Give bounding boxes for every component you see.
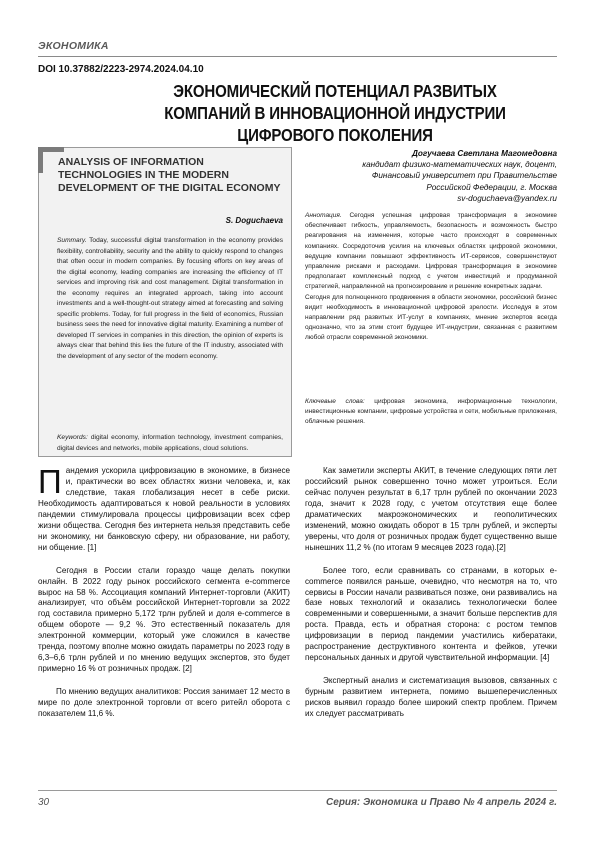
- author-name: Догучаева Светлана Магомедовна: [411, 149, 557, 158]
- english-title: ANALYSIS OF INFORMATION TECHNOLOGIES IN THE MODERN DEVELOPMENT OF THE DIGITAL ECONOMY: [58, 156, 281, 194]
- keywords-text: digital economy, information technology, investment companies, digital devices and networks, mobile applications, cloud solutions.: [57, 434, 283, 452]
- paragraph: Как заметили эксперты АКИТ, в течение следующих пяти лет российский рынок совершенно точно может утроиться. Если сейчас получен результат в 6,17 трлн рублей по окончании 2023 года, значит к 2028 году, с учетом отсутствия еще более драматических макроэкономических и геополитических изменений, можно ожидать оборот в 15 трлн рублей, и эксперты уверены, что доля от розничных продаж будет существенно выше нынешних 11,2 % (по итогам 9 месяцев 2023 года).[2]: [305, 466, 557, 552]
- paragraph: Сегодня в России стали гораздо чаще делать покупки онлайн. В 2022 году рынок российского сегмента e-commerce вырос на 58 %. Ассоциация компаний Интернет-торговли (АКИТ) анализирует, что объём российской Интернет-торговли за 2022 год составила примерно 5,172 трлн рублей и доля e-commerce в общем обороте — 9,2 %. Это естественный показатель для электронной коммерции, который уже сложился в качестве тренда, поэтому вполне можно ожидать параметры по 2023 году в 6,3–6,6 трлн рублей и по мнению ведущих экспертов, это будет примерно 16 % от розничных продаж. [2]: [38, 565, 290, 674]
- ru-keywords-label: Ключевые слова:: [305, 398, 365, 405]
- author-info: [362, 148, 557, 204]
- author-email: sv-doguchaeva@yandex.ru: [457, 193, 557, 203]
- author-affiliation: Финансовый университет при Правительстве: [371, 171, 557, 181]
- page-number: 30: [38, 797, 50, 808]
- english-abstract-box: [38, 147, 292, 457]
- footer-divider: [38, 790, 557, 791]
- ru-keywords-text: цифровая экономика, информационные технологии, инвестиционные компании, цифровые устройства и сети, мобильные приложения, облачные решения.: [305, 398, 558, 426]
- author-degree: кандидат физико-математических наук, доцент,: [362, 160, 557, 170]
- english-summary: [57, 236, 283, 362]
- annotation-label: Аннотация.: [305, 212, 342, 219]
- english-keywords: [57, 433, 283, 454]
- body-column-left: [38, 463, 290, 732]
- paragraph: [38, 463, 290, 554]
- summary-text: Today, successful digital transformation in the economy provides flexibility, controllability, security and the ability to quickly respond to changes that often occur in modern companies. By focusing efforts on key areas of the digital economy, leading companies are increasing the efficiency of IT services and improving risk and cost management. Digital transformation in the economy requires an integrated approach, taking into account investments and a well-thought-out strategy aimed at forecasting and solving specific problems. Today, for full progress in the field of economics, Russian business sees the need for innovative digital maturity. Examining a number of developed IT services in companies in this direction, the opinion of experts is always clear that behind this lies the future of the IT industry, associated with the development of any sector of the modern economy.: [57, 237, 283, 360]
- footer-series: Серия: Экономика и Право № 4 апрель 2024 г.: [326, 797, 557, 808]
- doi-label: DOI 10.37882/2223-2974.2024.04.10: [38, 64, 204, 75]
- russian-annotation: [305, 211, 557, 344]
- body-column-right: [305, 466, 557, 732]
- article-title: ЭКОНОМИЧЕСКИЙ ПОТЕНЦИАЛ РАЗВИТЫХ КОМПАНИЙ В ИННОВАЦИОННОЙ ИНДУСТРИИ ЦИФРОВОГО ПОКОЛЕНИЯ: [164, 81, 506, 145]
- author-affiliation-location: Российской Федерации, г. Москва: [426, 182, 557, 192]
- paragraph: По мнению ведущих аналитиков: Россия занимает 12 место в мире по доле электронной торговли от всего ритейл оборота с показателем 11,6 %.: [38, 687, 290, 719]
- paragraph: Экспертный анализ и систематизация вызовов, связанных с бурным развитием интернета, помимо вышеперечисленных рисков выявил гораздо более широкий спектр проблем. Причем их следует рассматривать: [305, 676, 557, 719]
- english-author: S. Doguchaeva: [225, 216, 283, 225]
- annotation-text: Сегодня успешная цифровая трансформация в экономике обеспечивает гибкость, управляемость, безопасность и возможность быстро реагирования на изменения, которые часто происходят в современных компаниях. Сосредоточив усилия на ключевых областях цифровой экономики, ведущие компании повышают эффективность ИТ-сервисов, совершенствуют управление рисками и расходами. Цифровая трансформация в экономике предполагает комплексный подход с учетом инвестиций и продуманной стратегией, направленной на прогнозирование и решение конкретных задачи.: [305, 212, 557, 291]
- header-divider: [38, 56, 557, 57]
- keywords-label: Keywords:: [57, 434, 88, 441]
- paragraph-text: андемия ускорила цифровизацию в экономике, в бизнесе и, практически во всех областях жизни человека, и, как следствие, такая глобализация несет в себе риски. Необходимость адаптироваться к новой реальности в условиях пандемии стимулировала процессы цифровизации всех сфер жизни общества. Сегодня без интернета нельзя представить себе ни экономику, ни банковскую сферу, ни образование, ни работу, ни общение. [1]: [38, 466, 290, 552]
- section-label: ЭКОНОМИКА: [38, 40, 109, 52]
- drop-cap: П: [38, 463, 62, 500]
- paragraph: Более того, если сравнивать со странами, в которых e-commerce появился раньше, очевидно, что несмотря на то, что сервисы в России начали развиваться позже, они развивались на базе новых технологий и оказались технологически более современными и совершенными, а значит больше перспектив для роста. Правда, есть и обратная сторона: с ростом темпов цифровизации в период пандемии участились кибератаки, распространение деструктивного контента и фейков, утечки персональных данных и другой чувствительной информации. [4]: [305, 565, 557, 663]
- annotation-text-2: Сегодня для полноценного продвижения в области экономики, российский бизнес видит необходимость в инновационной цифровой зрелости. Исследуя в этом направлении ряд развитых ИТ-услуг в компаниях, мнение экспертов всегда однозначно, что за этим стоит будущее ИТ-индустрии, связанная с развитием любой отрасли современной экономики.: [305, 293, 557, 342]
- summary-label: Summary.: [57, 237, 87, 244]
- russian-keywords: [305, 397, 557, 428]
